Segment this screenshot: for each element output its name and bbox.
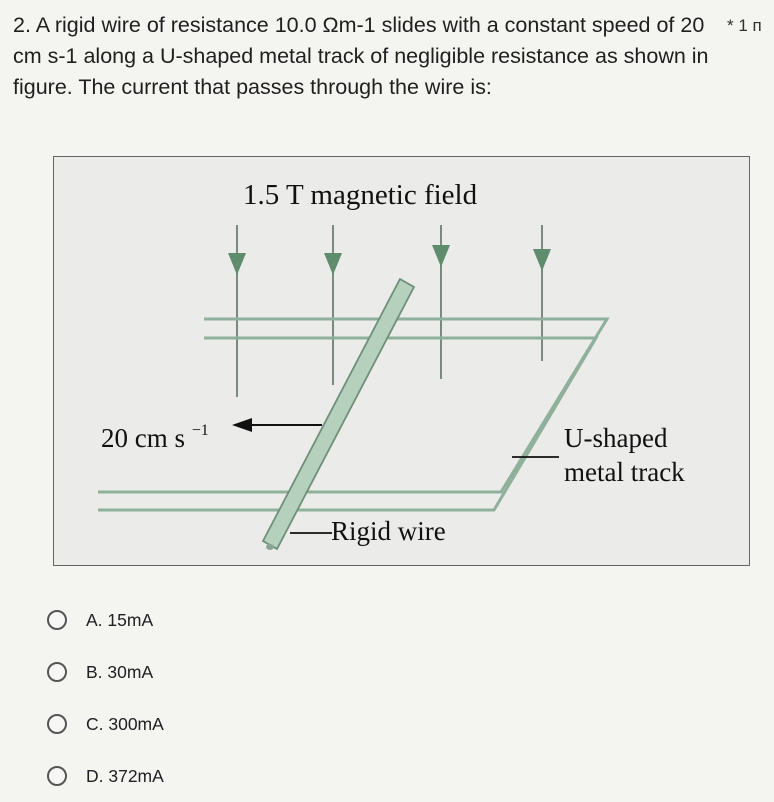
- option-c-radio[interactable]: [47, 714, 67, 734]
- speed-exponent: −1: [191, 422, 209, 439]
- question-text: 2. A rigid wire of resistance 10.0 Ωm-1 slides with a constant speed of 20 cm s-1 along a U-shaped metal track of negligible resistance as shown in figure. The current that passes through the wire is:: [13, 13, 709, 99]
- arrowhead-4: [533, 249, 551, 271]
- speed-label: [101, 422, 209, 453]
- track-label-line2: metal track: [564, 457, 685, 487]
- arrowhead-2: [324, 253, 342, 275]
- arrowhead-1: [228, 253, 246, 275]
- option-b-radio[interactable]: [47, 662, 67, 682]
- diagram-svg: [54, 157, 750, 566]
- field-label: 1.5 T magnetic field: [243, 179, 478, 211]
- velocity-arrowhead: [232, 418, 252, 432]
- wire-label: Rigid wire: [331, 516, 446, 546]
- option-a-radio[interactable]: [47, 610, 67, 630]
- track-label-line1: U-shaped: [564, 423, 668, 453]
- arrowhead-3: [432, 245, 450, 267]
- velocity-arrow: [232, 418, 322, 432]
- answer-options: [47, 594, 164, 802]
- option-d-label: D. 372mA: [86, 766, 164, 786]
- field-arrowheads: [228, 245, 551, 275]
- rigid-wire-end: [266, 544, 274, 550]
- option-d[interactable]: [47, 750, 164, 802]
- option-a-label: A. 15mA: [86, 610, 154, 630]
- speed-value: 20 cm s: [101, 423, 185, 453]
- option-a[interactable]: [47, 594, 164, 646]
- option-b[interactable]: [47, 646, 164, 698]
- option-b-label: B. 30mA: [86, 662, 154, 682]
- option-c-label: C. 300mA: [86, 714, 164, 734]
- required-marker: * 1 п: [727, 16, 762, 35]
- option-c[interactable]: [47, 698, 164, 750]
- metal-track: [98, 319, 607, 510]
- figure-diagram: [53, 156, 750, 566]
- option-d-radio[interactable]: [47, 766, 67, 786]
